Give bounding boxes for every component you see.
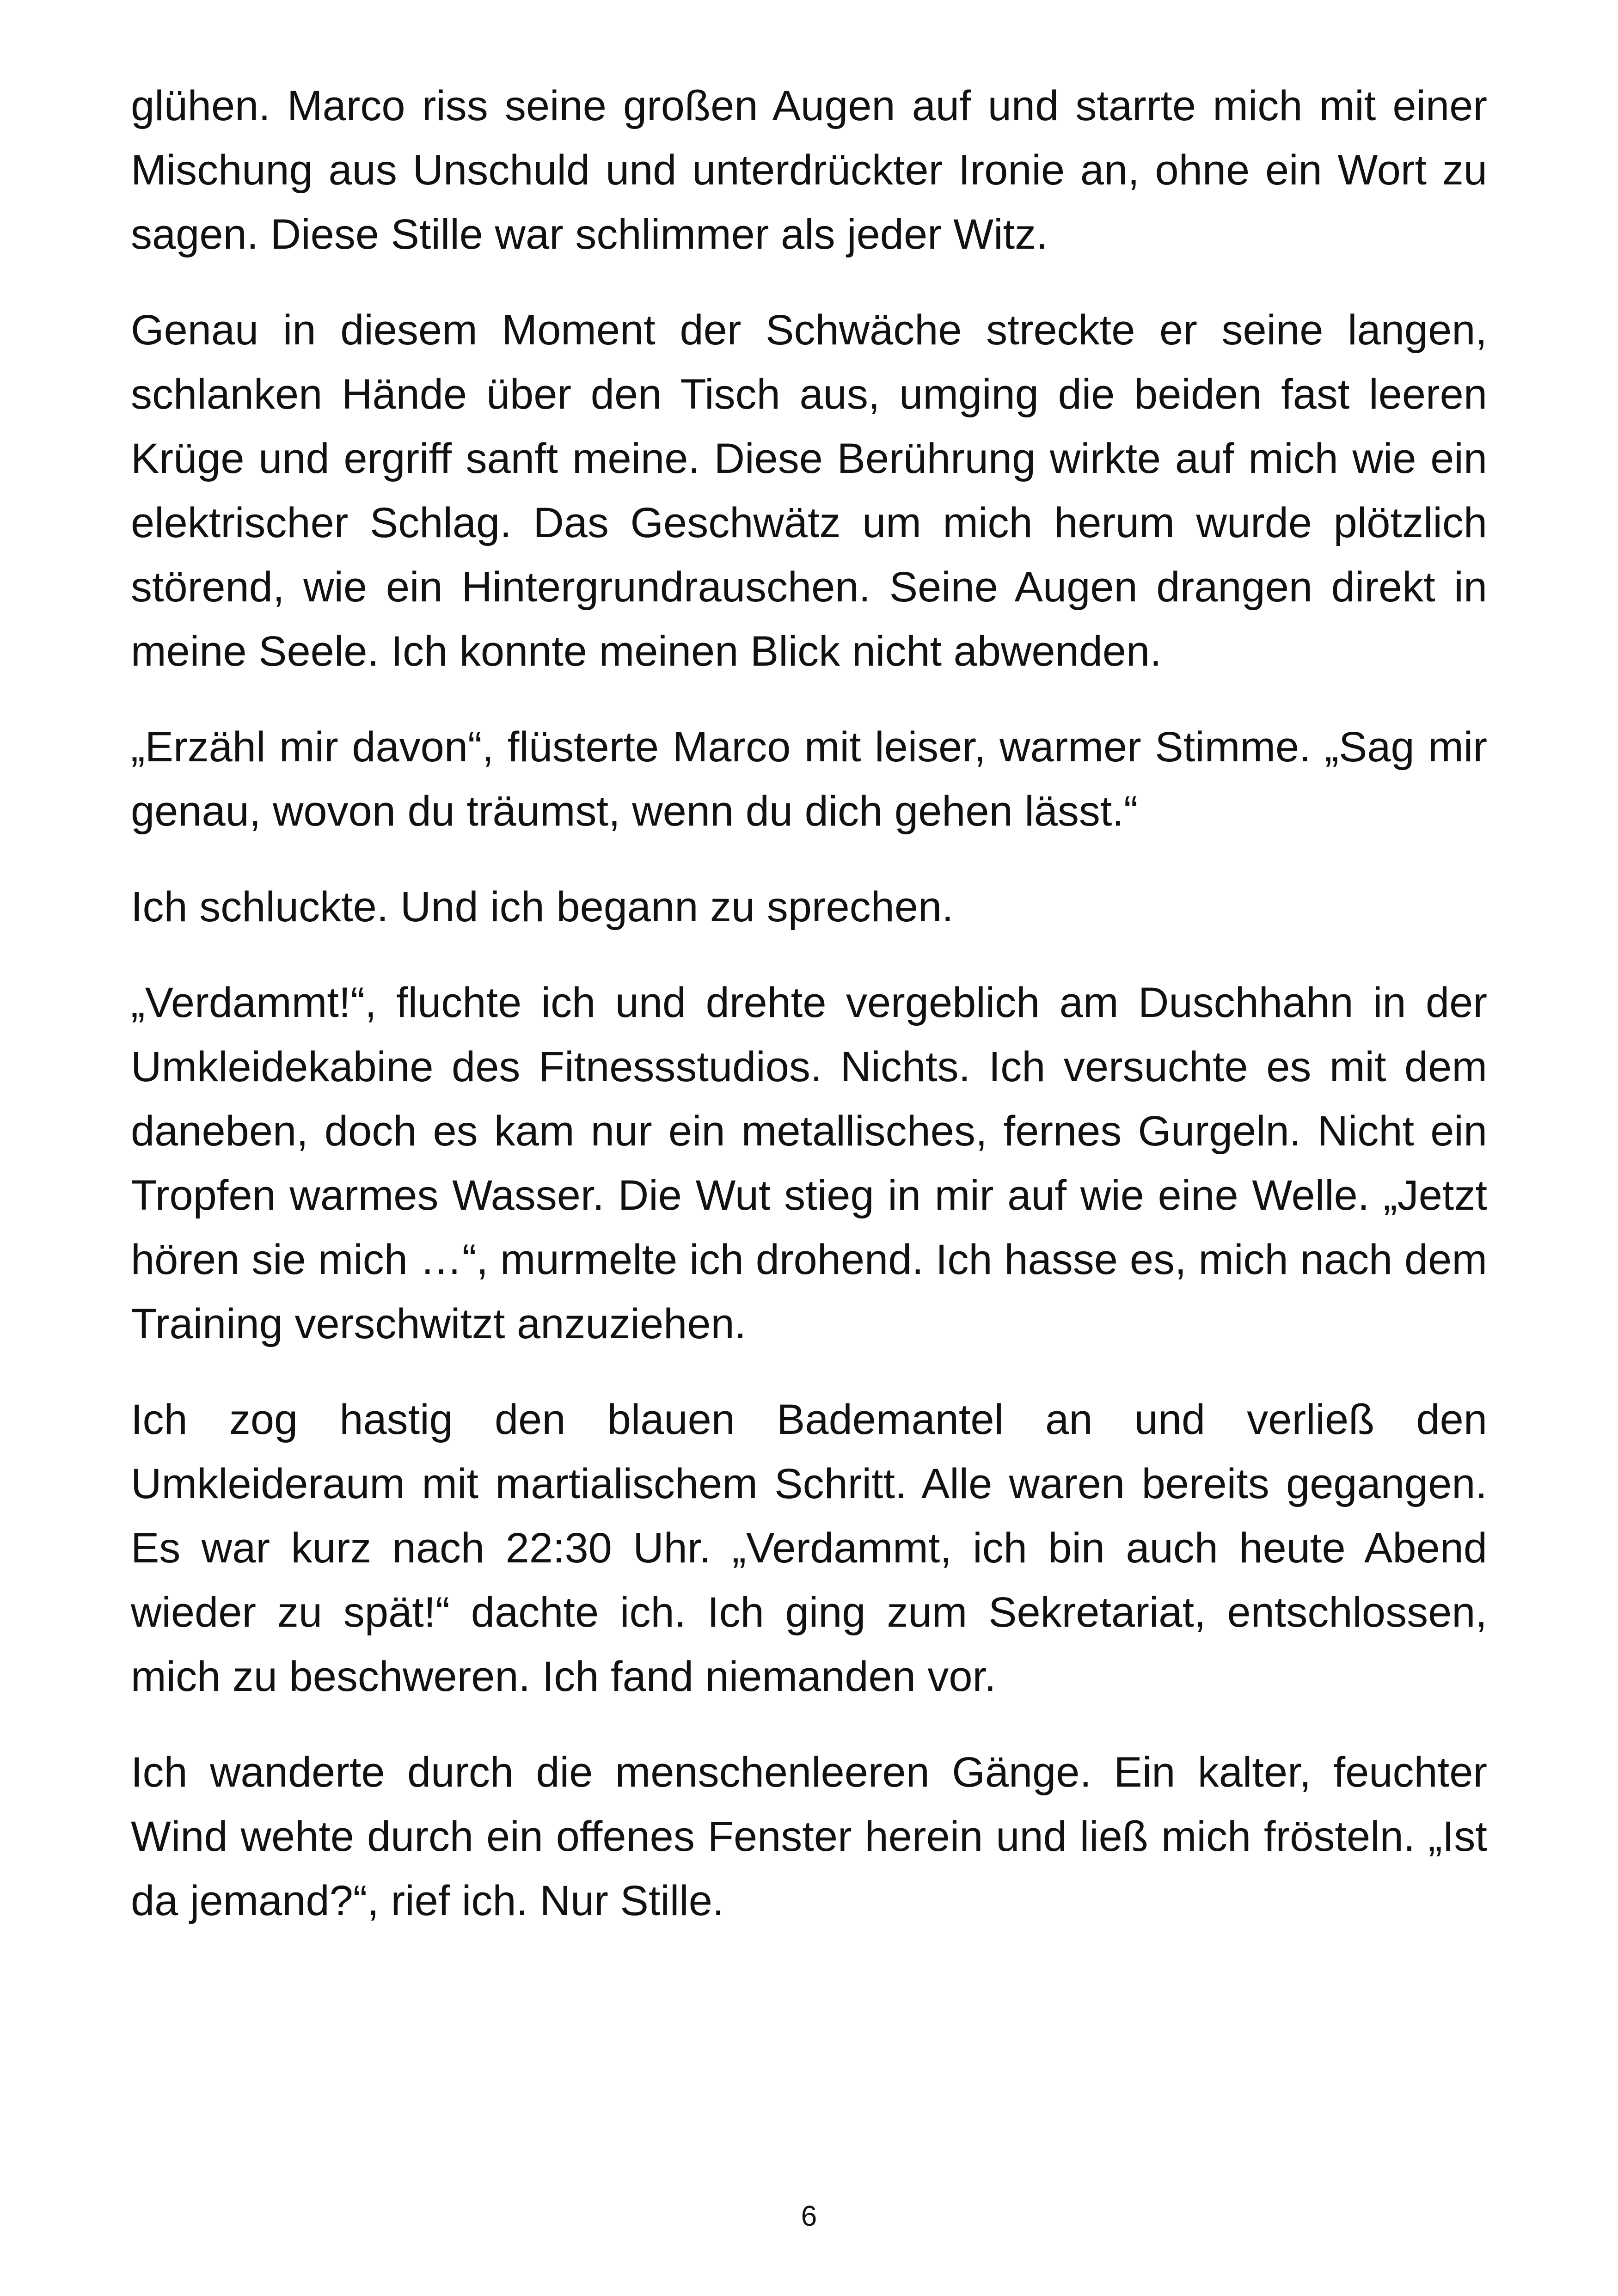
- paragraph: Ich zog hastig den blauen Bademantel an und verließ den Umkleideraum mit martialischem Schritt. Alle waren bereits gegangen. Es war kurz nach 22:30 Uhr. „Verdammt, ich bin auch heute Abend wieder zu spät!“ dachte ich. Ich ging zum Sekretariat, entschlossen, mich zu beschweren. Ich fand niemanden vor.: [131, 1396, 1487, 1700]
- paragraph: Ich schluckte. Und ich begann zu sprechen.: [131, 883, 954, 931]
- paragraph: Ich wanderte durch die menschenleeren Gänge. Ein kalter, feuchter Wind wehte durch ein offenes Fenster herein und ließ mich frösteln. „Ist da jemand?“, rief ich. Nur Stille.: [131, 1749, 1487, 1924]
- paragraph: „Verdammt!“, fluchte ich und drehte vergeblich am Duschhahn in der Umkleidekabine des Fitnessstudios. Nichts. Ich versuchte es mit dem daneben, doch es kam nur ein metallisches, fernes Gurgeln. Nicht ein Tropfen warmes Wasser. Die Wut stieg in mir auf wie eine Welle. „Jetzt hören sie mich …“, murmelte ich drohend. Ich hasse es, mich nach dem Training verschwitzt anzuziehen.: [131, 979, 1487, 1347]
- paragraph: Genau in diesem Moment der Schwäche streckte er seine langen, schlanken Hände über den Tisch aus, umging die beiden fast leeren Krüge und ergriff sanft meine. Diese Berührung wirkte auf mich wie ein elektrischer Schlag. Das Geschwätz um mich herum wurde plötzlich störend, wie ein Hintergrundrauschen. Seine Augen drangen direkt in meine Seele. Ich konnte meinen Blick nicht abwenden.: [131, 306, 1487, 675]
- paragraph: glühen. Marco riss seine großen Augen auf und starrte mich mit einer Mischung aus Unschuld und unterdrückter Ironie an, ohne ein Wort zu sagen. Diese Stille war schlimmer als jeder Witz.: [131, 82, 1487, 258]
- body-text: [131, 74, 1487, 1965]
- paragraph: „Erzähl mir davon“, flüsterte Marco mit leiser, warmer Stimme. „Sag mir genau, wovon du träumst, wenn du dich gehen lässt.“: [131, 723, 1487, 835]
- page-number: 6: [801, 2200, 817, 2232]
